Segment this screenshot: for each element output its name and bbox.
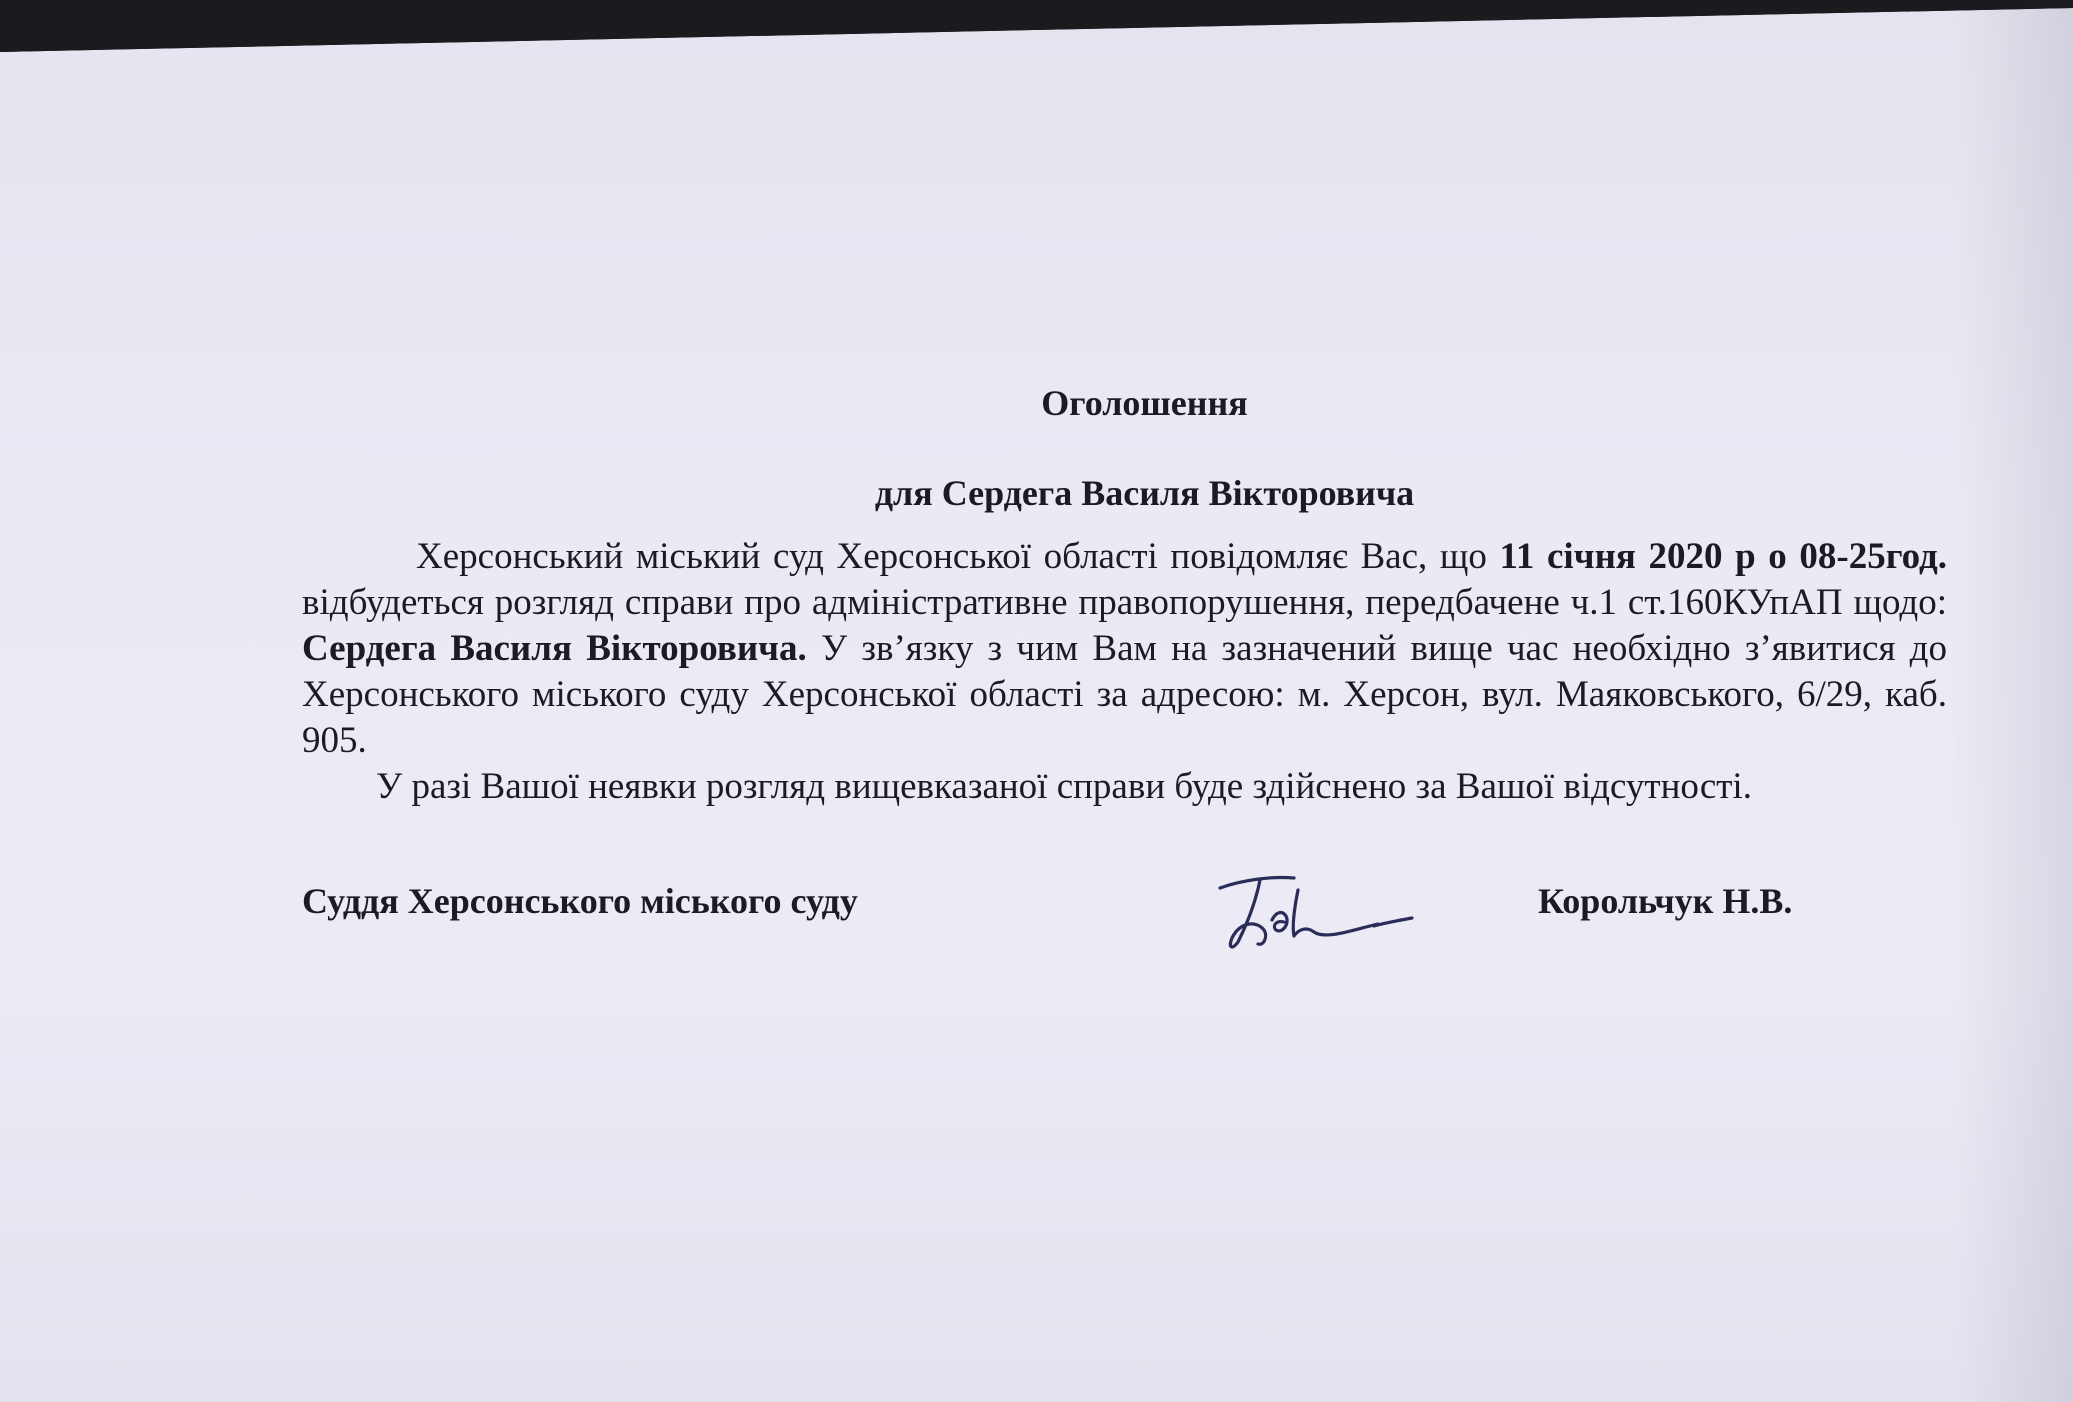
right-shadow	[1953, 0, 2073, 1402]
defendant-name: Сердега Василя Вікторовича.	[302, 628, 807, 669]
handwritten-signature	[1202, 850, 1422, 960]
notice-document	[302, 360, 1947, 940]
notice-paragraph-2: У разі Вашої неявки розгляд вищевказаної справи буде здійснено за Вашої відсутності.	[376, 766, 1752, 807]
paragraph-1-text-a: Херсонський міський суд Херсонської області повідомляє Вас, що	[416, 536, 1500, 577]
judge-name: Корольчук Н.В.	[1538, 881, 1793, 921]
paragraph-1-text-b: відбудеться розгляд справи про адміністративне правопорушення, передбачене ч.1 ст.160КУпАП щодо:	[302, 582, 1947, 623]
notice-title: Оголошення	[1041, 383, 1248, 423]
notice-addressee: для Сердега Василя Вікторовича	[874, 473, 1415, 513]
paragraph-1-text-c: У зв’язку з чим Вам на зазначений вище час необхідно з’явитися до Херсонського міського суду Херсонської області за адресою: м. Херсон, вул. Маяковського, 6/29, каб. 905.	[302, 628, 1948, 761]
signature-block	[302, 850, 1947, 940]
notice-paragraph-1	[302, 534, 1947, 764]
hearing-date-time: 11 січня 2020 р о 08-25год.	[1499, 536, 1947, 577]
judge-position: Суддя Херсонського міського суду	[302, 881, 858, 921]
